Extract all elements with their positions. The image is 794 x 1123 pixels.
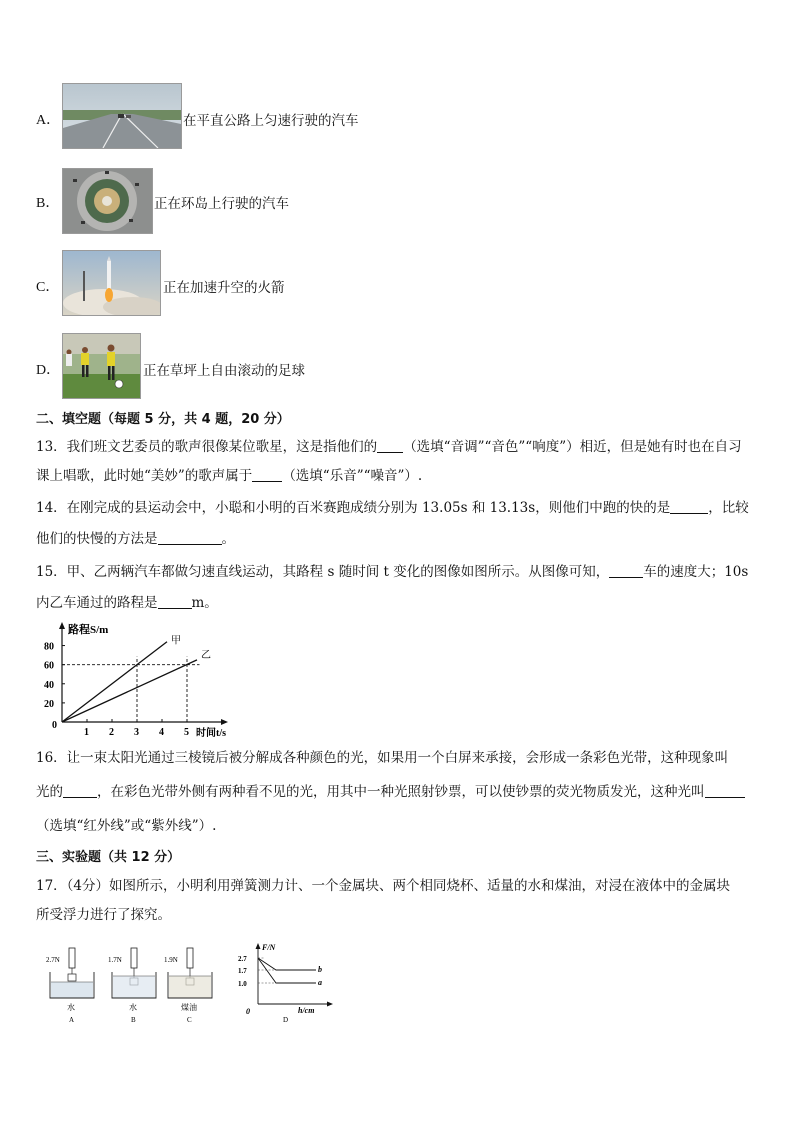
q16-text: 光的: [36, 784, 63, 800]
q14-text: 他们的快慢的方法是: [36, 531, 158, 547]
x-tick-label: 5: [184, 727, 189, 738]
y-tick-label: 80: [44, 641, 54, 653]
sub-figure-label: B: [131, 1016, 136, 1024]
beaker-a: [46, 948, 94, 1024]
sub-figure-label: C: [187, 1016, 192, 1024]
line-b: [258, 958, 316, 970]
answer-blank[interactable]: [252, 467, 282, 482]
axis-label: h/cm: [298, 1006, 315, 1015]
y-axis-arrow: [59, 622, 65, 629]
liquid-label: 煤油: [181, 1003, 197, 1012]
spring-scale-icon: [131, 948, 137, 968]
answer-blank[interactable]: [158, 594, 192, 609]
y-tick-label: 20: [44, 698, 54, 710]
spring-scale-icon: [69, 948, 75, 968]
answer-blank[interactable]: [609, 563, 643, 578]
q16-text: （选填“红外线”或“紫外线”）.: [36, 818, 217, 834]
q15-text: 车的速度大；10s: [643, 564, 749, 580]
q16-text: ，在彩色光带外侧有两种看不见的光，用其中一种光照射钞票，可以使钞票的荧光物质发光，这种光叫: [97, 784, 705, 800]
y-tick-label: 40: [44, 679, 54, 691]
tick-label: 1.0: [238, 980, 247, 988]
series-label: 甲: [171, 635, 181, 647]
beaker-b: [108, 948, 156, 1024]
q15-text: 15．甲、乙两辆汽车都做匀速直线运动，其路程 s 随时间 t 变化的图像如图所示。从图像可知，: [36, 564, 610, 580]
spring-scale-icon: [187, 948, 193, 968]
answer-blank[interactable]: [670, 499, 708, 514]
option-letter: B．: [36, 196, 60, 211]
q13-text: 13．我们班文艺委员的歌声很像某位歌星，这是指他们的: [36, 439, 378, 455]
option-letter: C．: [36, 280, 60, 295]
spring-reading: 1.9N: [164, 956, 178, 964]
origin-label: 0: [246, 1007, 250, 1016]
option-text: 在平直公路上匀速行驶的汽车: [183, 113, 359, 129]
option-letter: A．: [36, 113, 61, 128]
section-heading: 二、填空题（每题 5 分，共 4 题，20 分）: [36, 412, 290, 427]
option-text: 正在加速升空的火箭: [163, 280, 285, 296]
q14-text: 14．在刚完成的县运动会中，小聪和小明的百米赛跑成绩分别为 13.05s 和 13.13s，则他们中跑的快的是: [36, 500, 671, 516]
rocket-photo: [62, 250, 161, 316]
series-label: 乙: [201, 649, 211, 661]
beaker-c: [164, 948, 212, 1024]
x-tick-label: 2: [109, 727, 114, 738]
option-letter: D．: [36, 363, 61, 378]
y-tick-label: 60: [44, 660, 54, 672]
q13-text: （选填“音调”“音色”“响度”）相近，但是她有时也在自习: [403, 439, 742, 455]
q17-text: 17．（4分）如图所示，小明利用弹簧测力计、一个金属块、两个相同烧杯、适量的水和煤油，对浸在液体中的金属块: [36, 878, 731, 894]
force-depth-graph: [238, 943, 333, 1024]
y-axis-label: 路程S/m: [68, 624, 109, 636]
series-line-yi: [62, 660, 197, 722]
x-tick-label: 3: [134, 727, 139, 738]
axis-label: F/N: [262, 943, 276, 952]
line-a: [258, 958, 316, 983]
roundabout-photo: [62, 168, 153, 234]
q15-text: m。: [191, 595, 218, 611]
sub-figure-label: D: [283, 1016, 289, 1024]
q14-text: 。: [221, 531, 235, 547]
q14-text: ，比较: [708, 500, 749, 516]
answer-blank[interactable]: [63, 783, 97, 798]
tick-label: 1.7: [238, 967, 247, 975]
spring-reading: 1.7N: [108, 956, 122, 964]
q13-text: （选填“乐音”“噪音”）.: [282, 468, 423, 484]
highway-photo: [62, 83, 182, 149]
q17-text: 所受浮力进行了探究。: [36, 907, 171, 923]
x-axis-label: 时间t/s: [196, 728, 226, 738]
x-tick-label: 1: [84, 727, 89, 738]
x-tick-label: 4: [159, 727, 164, 738]
answer-blank[interactable]: [705, 783, 745, 798]
answer-blank[interactable]: [158, 530, 222, 545]
liquid-label: 水: [67, 1003, 75, 1012]
origin-label: 0: [52, 720, 57, 731]
football-photo: [62, 333, 141, 399]
metal-block-icon: [68, 974, 76, 981]
section-heading: 三、实验题（共 12 分）: [36, 850, 181, 865]
answer-blank[interactable]: [377, 438, 403, 453]
buoyancy-experiment-figure: [40, 940, 340, 1028]
tick-label: 2.7: [238, 955, 247, 963]
sub-figure-label: A: [69, 1016, 75, 1024]
option-text: 正在环岛上行驶的汽车: [154, 196, 289, 212]
option-text: 正在草坪上自由滚动的足球: [143, 363, 305, 379]
line-label: a: [318, 978, 322, 987]
x-axis-arrow: [221, 719, 228, 725]
series-line-jia: [62, 642, 167, 722]
q15-text: 内乙车通过的路程是: [36, 595, 158, 611]
distance-time-chart: [40, 620, 230, 738]
line-label: b: [318, 965, 322, 974]
q16-text: 16．让一束太阳光通过三棱镜后被分解成各种颜色的光，如果用一个白屏来承接，会形成一条彩色光带，这种现象叫: [36, 750, 729, 766]
q13-text: 课上唱歌，此时她“美妙”的歌声属于: [36, 468, 253, 484]
spring-reading: 2.7N: [46, 956, 60, 964]
liquid-label: 水: [129, 1003, 137, 1012]
